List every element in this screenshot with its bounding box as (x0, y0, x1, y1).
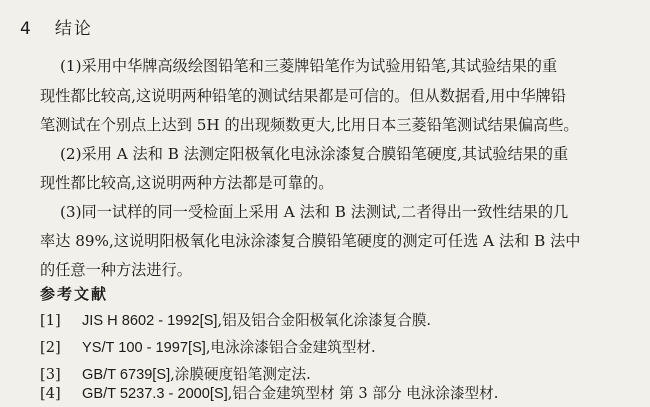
reference-item (40, 338, 376, 358)
paragraph-1-line-2: 现性都比较高,这说明两种铅笔的测试结果都是可信的。但从数据看,用中华牌铅 (40, 87, 567, 105)
reference-index: [2] (40, 339, 61, 356)
reference-text: ,电泳涂漆铝合金建筑型材. (205, 339, 376, 356)
references-heading: 参考文献 (40, 285, 109, 303)
section-title: 结论 (54, 19, 93, 39)
reference-item (40, 311, 431, 331)
paragraph-3-line-1: (3)同一试样的同一受检面上采用 A 法和 B 法测试,二者得出一致性结果的几 (60, 203, 569, 221)
reference-item (40, 365, 311, 385)
reference-index: [1] (40, 312, 61, 329)
reference-text: ,铝及铝合金阳极氧化涂漆复合膜. (217, 312, 432, 329)
paragraph-1-line-1: (1)采用中华牌高级绘图铅笔和三菱牌铅笔作为试验用铅笔,其试验结果的重 (60, 57, 558, 75)
paragraph-3-line-3: 的任意一种方法进行。 (40, 261, 192, 279)
reference-code: JIS H 8602 - 1992[S] (82, 313, 218, 329)
paragraph-2-line-1: (2)采用 A 法和 B 法测定阳极氧化电泳涂漆复合膜铅笔硬度,其试验结果的重 (60, 145, 569, 163)
reference-code: GB/T 5237.3 - 2000[S] (82, 386, 228, 402)
paragraph-1-line-3: 笔测试在个别点上达到 5H 的出现频数更大,比用日本三菱铅笔测试结果偏高些。 (40, 116, 579, 134)
reference-code: GB/T 6739[S] (82, 367, 171, 383)
paragraph-2-line-2: 现性都比较高,这说明两种方法都是可靠的。 (40, 174, 334, 192)
reference-text: ,涂膜硬度铅笔测定法. (170, 366, 311, 383)
paragraph-3-line-2: 率达 89%,这说明阳极氧化电泳涂漆复合膜铅笔硬度的测定可任选 A 法和 B 法中 (40, 232, 581, 250)
reference-code: YS/T 100 - 1997[S] (82, 340, 206, 356)
reference-text: ,铝合金建筑型材 第 3 部分 电泳涂漆型材. (227, 385, 499, 402)
reference-index: [3] (40, 366, 61, 383)
reference-item (40, 384, 498, 404)
section-heading (20, 14, 93, 39)
reference-index: [4] (40, 385, 61, 402)
section-number: 4 (20, 19, 33, 39)
